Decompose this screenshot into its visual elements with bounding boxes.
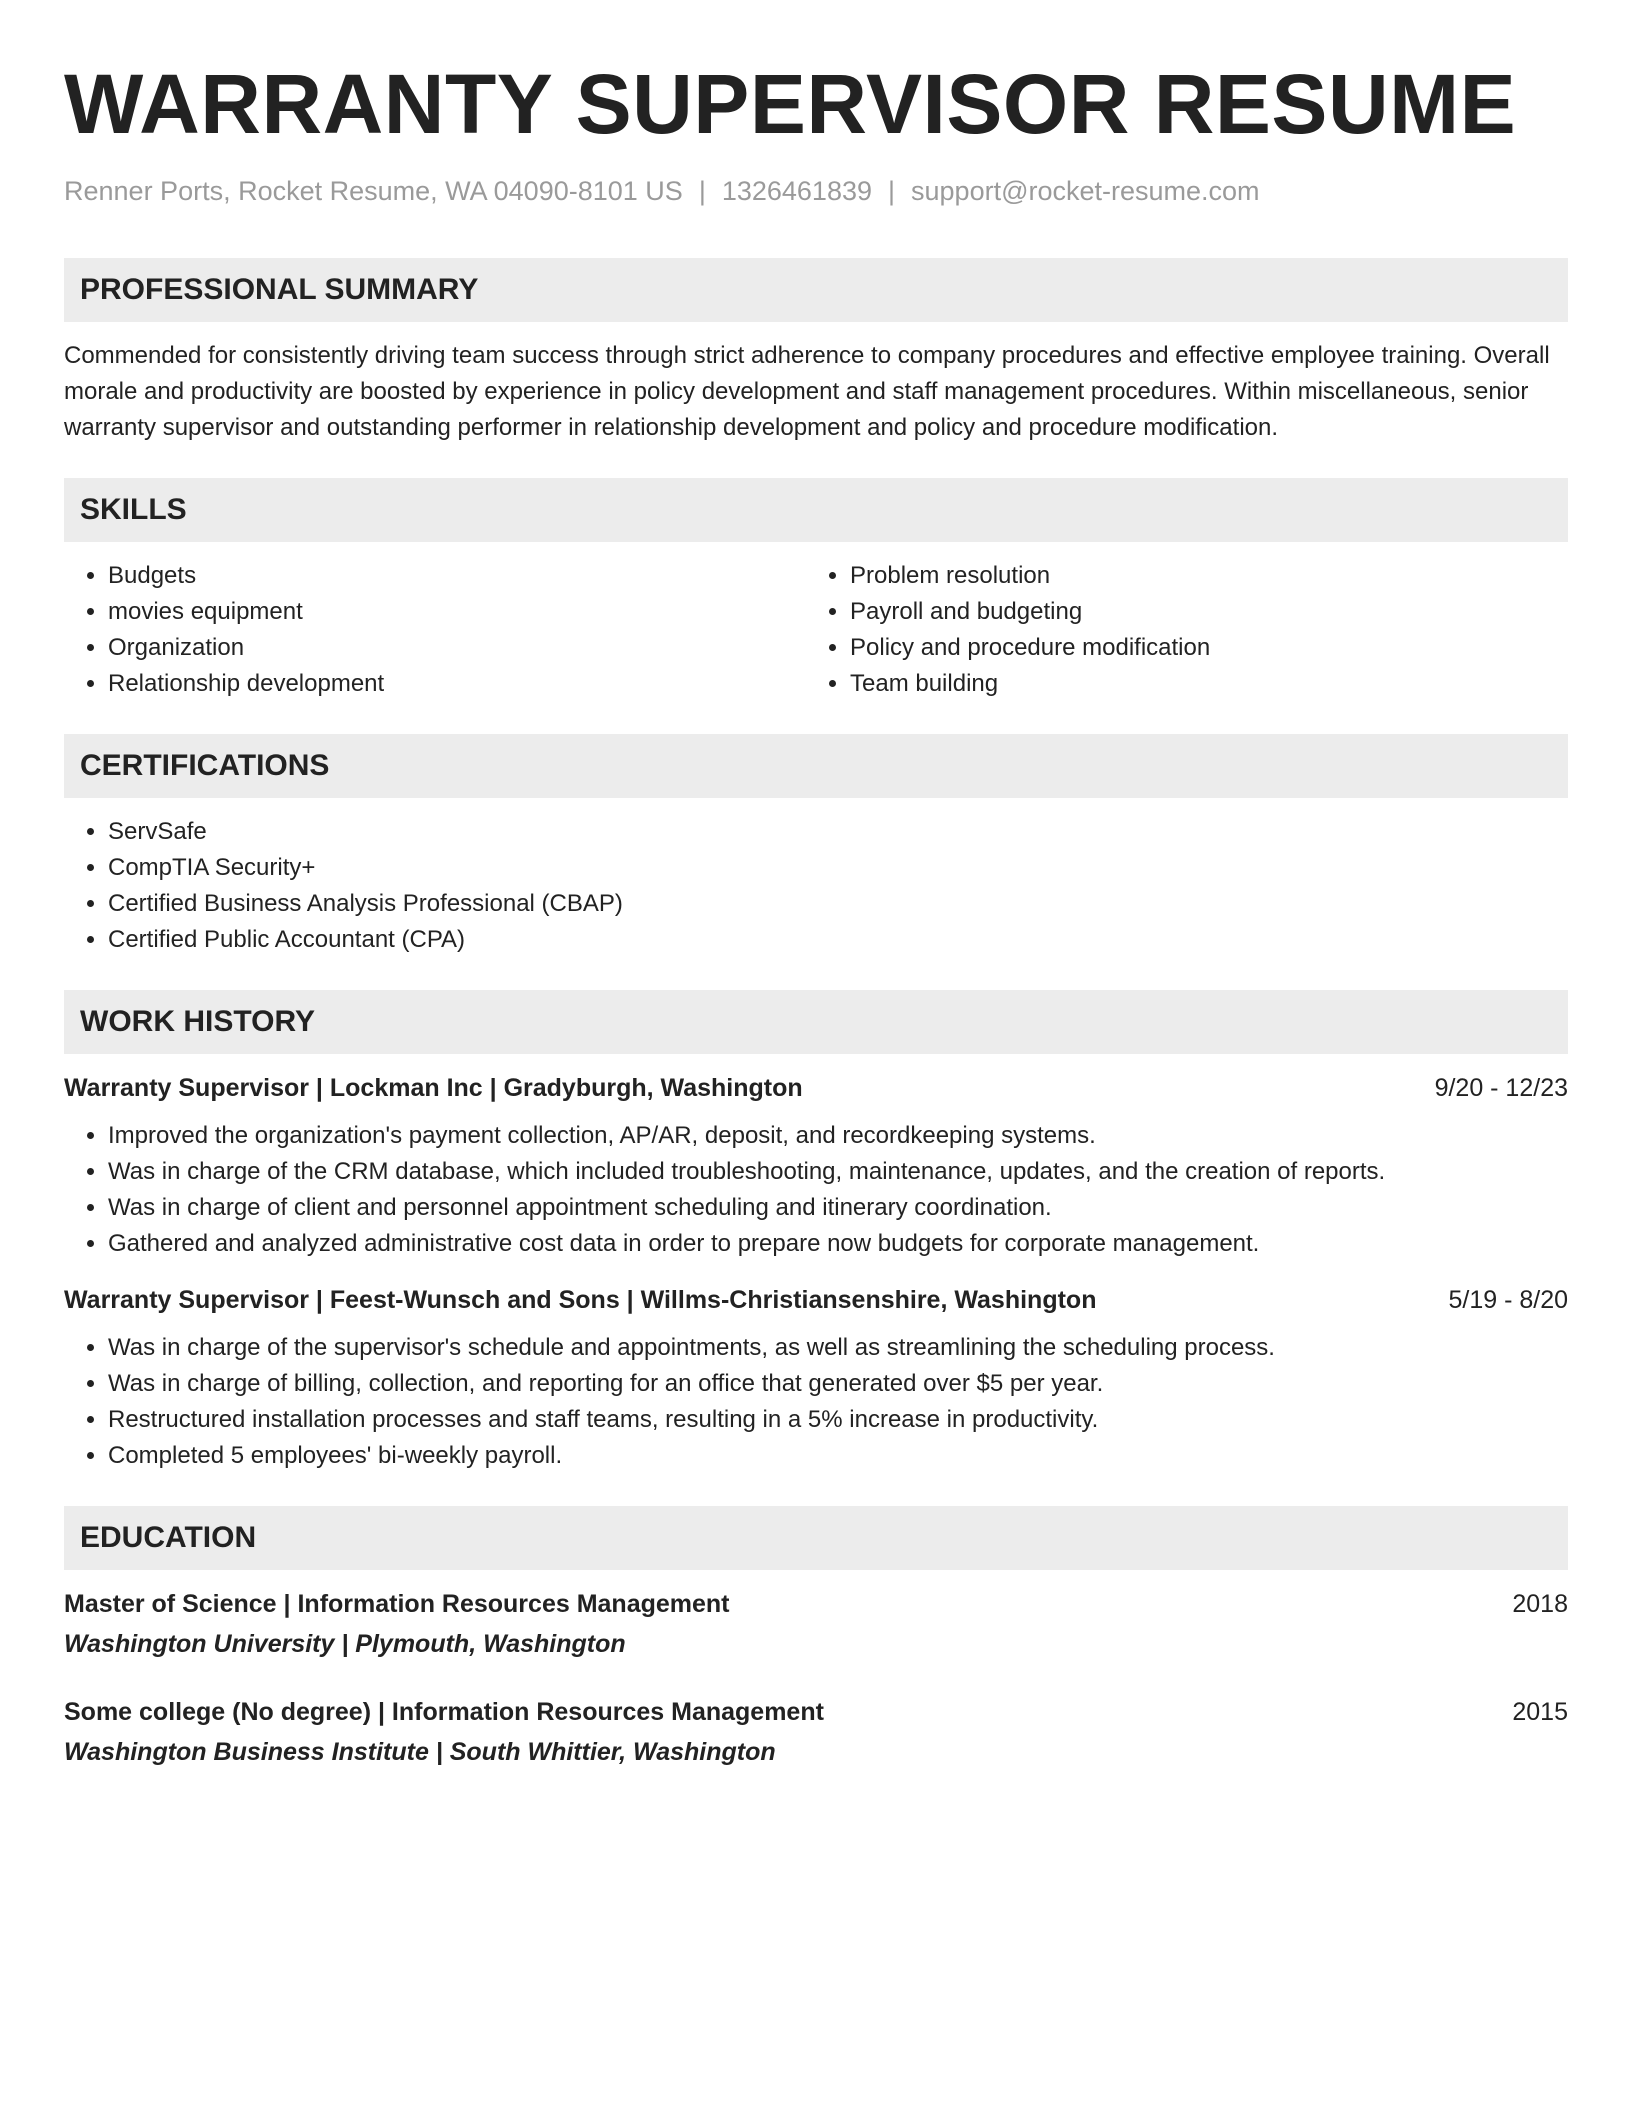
certification-item: • Certified Public Accountant (CPA): [108, 922, 1568, 958]
work-history-section: [64, 990, 1568, 1474]
contact-address: Renner Ports, Rocket Resume, WA 04090-8101 US: [64, 176, 683, 206]
job-header: [64, 1070, 1568, 1106]
skills-list-right: [806, 558, 1548, 702]
certification-item: • CompTIA Security+: [108, 850, 1568, 886]
work-history-heading: WORK HISTORY: [64, 990, 1568, 1054]
skill-item: • Organization: [108, 630, 806, 666]
contact-separator: |: [698, 176, 706, 206]
summary-heading: PROFESSIONAL SUMMARY: [64, 258, 1568, 322]
education-year: 2015: [1512, 1698, 1568, 1726]
job-bullet: • Was in charge of billing, collection, and reporting for an office that generated over $5 per year.: [108, 1366, 1568, 1402]
resume-title: WARRANTY SUPERVISOR RESUME: [64, 57, 1517, 151]
job-bullets: [64, 1330, 1568, 1474]
job-title: Warranty Supervisor | Feest-Wunsch and Sons | Willms-Christiansenshire, Washington: [64, 1286, 1097, 1314]
skill-item: • Relationship development: [108, 666, 806, 702]
contact-line: [64, 174, 1568, 208]
education-section: [64, 1506, 1568, 1770]
job-bullet: • Was in charge of the supervisor's schedule and appointments, as well as streamlining the scheduling process.: [108, 1330, 1568, 1366]
education-degree: Master of Science | Information Resources Management: [64, 1590, 730, 1618]
certifications-section: [64, 734, 1568, 958]
skill-item: • Payroll and budgeting: [850, 594, 1548, 630]
job-entry: [64, 1070, 1568, 1262]
education-school: Washington Business Institute | South Whittier, Washington: [64, 1738, 776, 1766]
skills-section: [64, 478, 1568, 702]
job-bullet: • Completed 5 employees' bi-weekly payroll.: [108, 1438, 1568, 1474]
job-bullet: • Gathered and analyzed administrative cost data in order to prepare now budgets for corporate management.: [108, 1226, 1568, 1262]
job-entry: [64, 1282, 1568, 1474]
education-year: 2018: [1512, 1590, 1568, 1618]
skill-item: • movies equipment: [108, 594, 806, 630]
summary-section: [64, 258, 1568, 446]
contact-phone: 1326461839: [721, 176, 872, 206]
education-heading: EDUCATION: [64, 1506, 1568, 1570]
job-bullet: • Was in charge of the CRM database, which included troubleshooting, maintenance, updates, and the creation of reports.: [108, 1154, 1568, 1190]
skill-item: • Policy and procedure modification: [850, 630, 1548, 666]
summary-text: Commended for consistently driving team success through strict adherence to company procedures and effective employee training. Overall morale and productivity are boosted by experience in policy development and staff management procedures. Within miscellaneous, senior warranty supervisor and outstanding performer in relationship development and policy and procedure modification.: [64, 342, 1550, 441]
certifications-list: [64, 814, 1568, 958]
education-header: [64, 1586, 1568, 1622]
certification-item: • ServSafe: [108, 814, 1568, 850]
job-title: Warranty Supervisor | Lockman Inc | Gradyburgh, Washington: [64, 1074, 803, 1102]
job-dates: 5/19 - 8/20: [1448, 1286, 1568, 1314]
job-bullet: • Restructured installation processes and staff teams, resulting in a 5% increase in productivity.: [108, 1402, 1568, 1438]
job-header: [64, 1282, 1568, 1318]
education-school: Washington University | Plymouth, Washington: [64, 1630, 626, 1658]
skills-list-left: [64, 558, 806, 702]
certification-item: • Certified Business Analysis Professional (CBAP): [108, 886, 1568, 922]
job-bullet: • Improved the organization's payment collection, AP/AR, deposit, and recordkeeping systems.: [108, 1118, 1568, 1154]
skills-heading: SKILLS: [64, 478, 1568, 542]
job-bullet: • Was in charge of client and personnel appointment scheduling and itinerary coordination.: [108, 1190, 1568, 1226]
contact-email: support@rocket-resume.com: [911, 176, 1260, 206]
job-bullets: [64, 1118, 1568, 1262]
contact-separator: |: [888, 176, 896, 206]
education-degree: Some college (No degree) | Information Resources Management: [64, 1698, 824, 1726]
education-entry: [64, 1694, 1568, 1770]
education-entry: [64, 1586, 1568, 1662]
skills-grid: [64, 542, 1568, 702]
certifications-heading: CERTIFICATIONS: [64, 734, 1568, 798]
skill-item: • Budgets: [108, 558, 806, 594]
skill-item: • Team building: [850, 666, 1548, 702]
job-dates: 9/20 - 12/23: [1434, 1074, 1568, 1102]
education-header: [64, 1694, 1568, 1730]
skill-item: • Problem resolution: [850, 558, 1548, 594]
